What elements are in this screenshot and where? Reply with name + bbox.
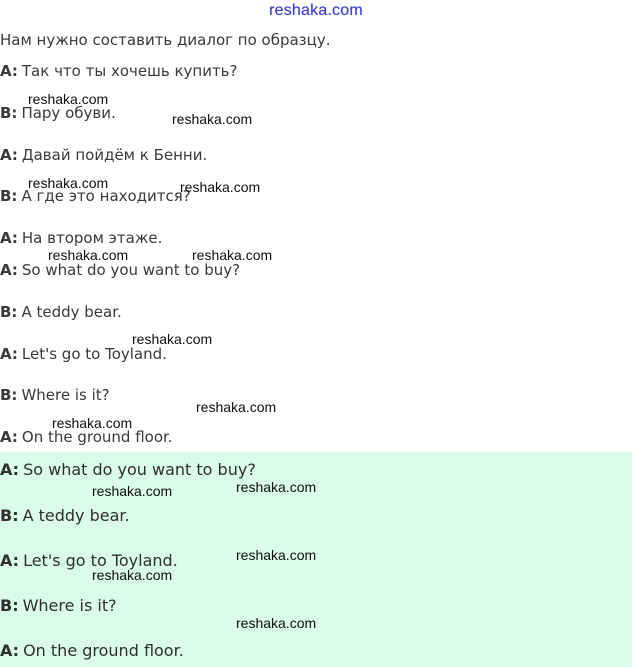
answer-line-5 — [0, 641, 184, 660]
intro-text: Нам нужно составить диалог по образцу. — [0, 31, 331, 49]
line-text: A teddy bear. — [21, 303, 122, 321]
watermark: reshaka.com — [192, 247, 273, 263]
line-text: Так что ты хочешь купить? — [21, 62, 238, 80]
watermark: reshaka.com — [236, 547, 317, 563]
watermark: reshaka.com — [196, 399, 277, 415]
speaker-label: B: — [0, 386, 18, 404]
line-text: Давай пойдём к Бенни. — [21, 146, 208, 164]
line-text: On the ground floor. — [21, 428, 173, 446]
watermark: reshaka.com — [48, 247, 129, 263]
answer-line-2 — [0, 506, 130, 525]
line-text: So what do you want to buy? — [21, 261, 241, 279]
speaker-label: A: — [0, 345, 18, 363]
watermark: reshaka.com — [92, 567, 173, 583]
answer-line-4 — [0, 596, 117, 615]
line-text: Пару обуви. — [21, 104, 116, 122]
line-text: А где это находится? — [21, 187, 191, 205]
dialog-line-ru-5 — [0, 229, 162, 247]
line-text: A teddy bear. — [22, 506, 130, 525]
watermark: reshaka.com — [172, 111, 253, 127]
watermark: reshaka.com — [92, 483, 173, 499]
speaker-label: A: — [0, 261, 18, 279]
line-text: Let's go to Toyland. — [23, 551, 178, 570]
dialog-line-en-4 — [0, 386, 110, 404]
line-text: On the ground floor. — [23, 641, 184, 660]
dialog-line-en-2 — [0, 303, 122, 321]
dialog-line-en-3 — [0, 345, 167, 363]
speaker-label: A: — [0, 146, 18, 164]
watermark: reshaka.com — [236, 615, 317, 631]
speaker-label: A: — [0, 551, 20, 570]
dialog-line-ru-1 — [0, 62, 237, 80]
speaker-label: B: — [0, 187, 18, 205]
line-text: На втором этаже. — [21, 229, 163, 247]
dialog-line-en-1 — [0, 261, 240, 279]
site-header-watermark: reshaka.com — [269, 2, 363, 19]
line-text: Where is it? — [21, 386, 110, 404]
speaker-label: B: — [0, 303, 18, 321]
speaker-label: A: — [0, 229, 18, 247]
line-text: Let's go to Toyland. — [21, 345, 167, 363]
line-text: Where is it? — [22, 596, 117, 615]
speaker-label: B: — [0, 104, 18, 122]
speaker-label: A: — [0, 62, 18, 80]
speaker-label: B: — [0, 506, 19, 525]
speaker-label: A: — [0, 428, 18, 446]
line-text: So what do you want to buy? — [23, 460, 256, 479]
watermark: reshaka.com — [180, 179, 261, 195]
dialog-line-ru-3 — [0, 146, 207, 164]
watermark: reshaka.com — [28, 91, 109, 107]
answer-line-1 — [0, 460, 256, 479]
watermark: reshaka.com — [236, 479, 317, 495]
speaker-label: A: — [0, 641, 20, 660]
watermark: reshaka.com — [52, 415, 133, 431]
speaker-label: B: — [0, 596, 19, 615]
speaker-label: A: — [0, 460, 20, 479]
watermark: reshaka.com — [132, 331, 213, 347]
watermark: reshaka.com — [28, 175, 109, 191]
